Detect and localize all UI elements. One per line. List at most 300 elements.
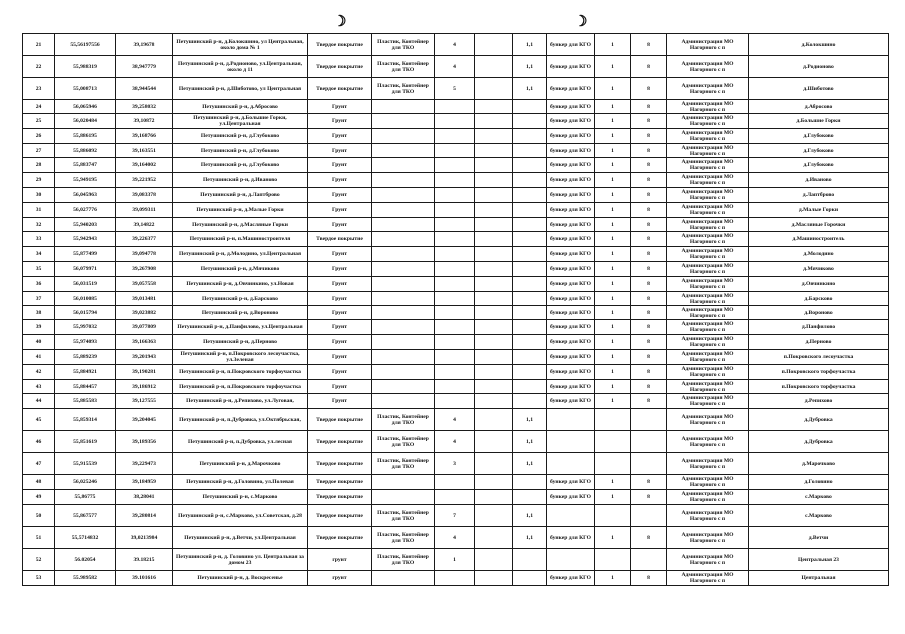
address-cell: Петушинский р-н, с.Марково bbox=[173, 490, 308, 505]
bunker-volume-cell: 8 bbox=[631, 475, 667, 490]
bunker-volume-cell: 8 bbox=[631, 232, 667, 247]
table-row bbox=[23, 262, 889, 277]
longitude-cell: 39,201943 bbox=[116, 350, 173, 365]
container-volume-cell bbox=[513, 306, 547, 320]
address-cell: Петушинский р-н, д.Глубоково bbox=[173, 144, 308, 158]
served-locality-cell: д.Ветчи bbox=[749, 527, 889, 549]
container-volume-cell: 1,1 bbox=[513, 431, 547, 453]
container-count-cell bbox=[435, 173, 475, 188]
row-number: 35 bbox=[23, 262, 55, 277]
latitude-cell: 55,859314 bbox=[55, 409, 116, 431]
served-locality-cell: Центральная 23 bbox=[749, 549, 889, 571]
row-number: 47 bbox=[23, 453, 55, 475]
bunker-count-cell bbox=[595, 431, 631, 453]
container-type-cell bbox=[372, 100, 435, 114]
latitude-cell: 56,010085 bbox=[55, 292, 116, 306]
latitude-cell: 56,020484 bbox=[55, 114, 116, 129]
table-row bbox=[23, 129, 889, 144]
owner-cell: Администрация МО Нагорного с п bbox=[667, 292, 749, 306]
owner-cell: Администрация МО Нагорного с п bbox=[667, 158, 749, 173]
address-cell: Петушинский р-н, д.Овчинкино, ул.Новая bbox=[173, 277, 308, 292]
bunker-cell: бункер для КГО bbox=[547, 571, 595, 586]
bunker-volume-cell bbox=[631, 505, 667, 527]
container-type-cell bbox=[372, 335, 435, 350]
table-row bbox=[23, 527, 889, 549]
latitude-cell: 55,915539 bbox=[55, 453, 116, 475]
address-cell: Петушинский р-н, д.Мячиково bbox=[173, 262, 308, 277]
container-type-cell bbox=[372, 306, 435, 320]
container-count-cell bbox=[435, 475, 475, 490]
bunker-volume-cell: 8 bbox=[631, 129, 667, 144]
row-number: 45 bbox=[23, 409, 55, 431]
container-volume-cell bbox=[513, 144, 547, 158]
bunker-volume-cell: 8 bbox=[631, 394, 667, 409]
owner-cell: Администрация МО Нагорного с п bbox=[667, 129, 749, 144]
latitude-cell: 55,867577 bbox=[55, 505, 116, 527]
bunker-volume-cell: 8 bbox=[631, 320, 667, 335]
container-volume-cell: 1,1 bbox=[513, 78, 547, 100]
bunker-cell: бункер для КГО bbox=[547, 365, 595, 380]
bunker-cell: бункер для КГО bbox=[547, 218, 595, 232]
bunker-count-cell: 1 bbox=[595, 173, 631, 188]
served-locality-cell: д.Дубровка bbox=[749, 431, 889, 453]
address-cell: Петушинский р-н, д.Репихово, ул.Луговая, bbox=[173, 394, 308, 409]
served-locality-cell: д.Барсково bbox=[749, 292, 889, 306]
row-number: 28 bbox=[23, 158, 55, 173]
longitude-cell: 39,166363 bbox=[116, 335, 173, 350]
container-type-cell bbox=[372, 203, 435, 218]
container-type-cell: Пластик, Контейнер для ТКО bbox=[372, 78, 435, 100]
row-number: 32 bbox=[23, 218, 55, 232]
table-row bbox=[23, 100, 889, 114]
latitude-cell: 56,065946 bbox=[55, 100, 116, 114]
empty-cell bbox=[475, 232, 513, 247]
bunker-count-cell: 1 bbox=[595, 320, 631, 335]
bunker-volume-cell: 8 bbox=[631, 218, 667, 232]
bunker-volume-cell: 8 bbox=[631, 173, 667, 188]
table-row bbox=[23, 114, 889, 129]
served-locality-cell: д.Репихово bbox=[749, 394, 889, 409]
bunker-cell: бункер для КГО bbox=[547, 247, 595, 262]
bunker-volume-cell: 8 bbox=[631, 350, 667, 365]
table-row bbox=[23, 188, 889, 203]
container-type-cell bbox=[372, 380, 435, 394]
bunker-count-cell: 1 bbox=[595, 394, 631, 409]
surface-cell: Твердое покрытие bbox=[308, 232, 372, 247]
table-row bbox=[23, 173, 889, 188]
surface-cell: Твердое покрытие bbox=[308, 34, 372, 56]
container-volume-cell bbox=[513, 571, 547, 586]
bunker-volume-cell: 8 bbox=[631, 100, 667, 114]
surface-cell: грунт bbox=[308, 549, 372, 571]
served-locality-cell: д.Родионово bbox=[749, 56, 889, 78]
container-volume-cell bbox=[513, 335, 547, 350]
container-volume-cell: 1,1 bbox=[513, 56, 547, 78]
address-cell: Петушинский р-н, д.Абросово bbox=[173, 100, 308, 114]
bunker-cell bbox=[547, 409, 595, 431]
owner-cell: Администрация МО Нагорного с п bbox=[667, 232, 749, 247]
container-type-cell bbox=[372, 350, 435, 365]
surface-cell: Грунт bbox=[308, 114, 372, 129]
container-type-cell bbox=[372, 218, 435, 232]
bunker-count-cell: 1 bbox=[595, 188, 631, 203]
container-count-cell bbox=[435, 350, 475, 365]
bunker-cell: бункер для КГО bbox=[547, 100, 595, 114]
empty-cell bbox=[475, 78, 513, 100]
container-count-cell bbox=[435, 218, 475, 232]
table-row bbox=[23, 453, 889, 475]
latitude-cell: 55,86775 bbox=[55, 490, 116, 505]
container-type-cell bbox=[372, 475, 435, 490]
row-number: 30 bbox=[23, 188, 55, 203]
owner-cell: Администрация МО Нагорного с п bbox=[667, 262, 749, 277]
owner-cell: Администрация МО Нагорного с п bbox=[667, 56, 749, 78]
container-count-cell: 4 bbox=[435, 34, 475, 56]
owner-cell: Администрация МО Нагорного с п bbox=[667, 350, 749, 365]
longitude-cell: 39,280814 bbox=[116, 505, 173, 527]
container-volume-cell bbox=[513, 188, 547, 203]
container-volume-cell bbox=[513, 549, 547, 571]
bunker-count-cell: 1 bbox=[595, 56, 631, 78]
longitude-cell: 39,013481 bbox=[116, 292, 173, 306]
surface-cell: Твердое покрытие bbox=[308, 409, 372, 431]
bunker-count-cell: 1 bbox=[595, 114, 631, 129]
latitude-cell: 56,031519 bbox=[55, 277, 116, 292]
bunker-count-cell: 1 bbox=[595, 365, 631, 380]
empty-cell bbox=[475, 409, 513, 431]
container-type-cell: Пластик, Контейнер для ТКО bbox=[372, 505, 435, 527]
surface-cell: Твердое покрытие bbox=[308, 490, 372, 505]
row-number: 34 bbox=[23, 247, 55, 262]
address-cell: Петушинский р-н, д.Иваново bbox=[173, 173, 308, 188]
served-locality-cell: д.Головино bbox=[749, 475, 889, 490]
row-number: 33 bbox=[23, 232, 55, 247]
container-count-cell bbox=[435, 129, 475, 144]
container-count-cell bbox=[435, 292, 475, 306]
bunker-count-cell: 1 bbox=[595, 158, 631, 173]
served-locality-cell: д.Иваново bbox=[749, 173, 889, 188]
empty-cell bbox=[475, 129, 513, 144]
longitude-cell: 39,186912 bbox=[116, 380, 173, 394]
container-volume-cell bbox=[513, 490, 547, 505]
bunker-cell: бункер для КГО bbox=[547, 490, 595, 505]
container-count-cell bbox=[435, 158, 475, 173]
longitude-cell: 39,083378 bbox=[116, 188, 173, 203]
bunker-count-cell: 1 bbox=[595, 203, 631, 218]
container-volume-cell: 1,1 bbox=[513, 409, 547, 431]
container-count-cell bbox=[435, 247, 475, 262]
container-volume-cell: 1,1 bbox=[513, 527, 547, 549]
latitude-cell: 55,5714832 bbox=[55, 527, 116, 549]
empty-cell bbox=[475, 247, 513, 262]
table-row bbox=[23, 490, 889, 505]
bunker-volume-cell: 8 bbox=[631, 571, 667, 586]
page-top-marks bbox=[0, 14, 905, 34]
container-type-cell bbox=[372, 144, 435, 158]
longitude-cell: 38,944544 bbox=[116, 78, 173, 100]
address-cell: Петушинский р-н, д. Воскресенье bbox=[173, 571, 308, 586]
empty-cell bbox=[475, 394, 513, 409]
served-locality-cell: Центральная bbox=[749, 571, 889, 586]
bunker-cell: бункер для КГО bbox=[547, 188, 595, 203]
row-number: 51 bbox=[23, 527, 55, 549]
served-locality-cell: д.Шиботово bbox=[749, 78, 889, 100]
bunker-volume-cell: 8 bbox=[631, 188, 667, 203]
bunker-cell: бункер для КГО bbox=[547, 527, 595, 549]
address-cell: Петушинский р-н, д.Лаптброво bbox=[173, 188, 308, 203]
bunker-volume-cell: 8 bbox=[631, 292, 667, 306]
container-count-cell bbox=[435, 114, 475, 129]
latitude-cell: 55,885583 bbox=[55, 394, 116, 409]
container-volume-cell bbox=[513, 394, 547, 409]
owner-cell: Администрация МО Нагорного с п bbox=[667, 218, 749, 232]
bunker-count-cell: 1 bbox=[595, 350, 631, 365]
owner-cell: Администрация МО Нагорного с п bbox=[667, 549, 749, 571]
address-cell: Петушинский р-н, д.Перново bbox=[173, 335, 308, 350]
container-type-cell bbox=[372, 394, 435, 409]
latitude-cell: 55,949195 bbox=[55, 173, 116, 188]
latitude-cell: 55,942943 bbox=[55, 232, 116, 247]
surface-cell: Грунт bbox=[308, 350, 372, 365]
longitude-cell: 39,077809 bbox=[116, 320, 173, 335]
owner-cell: Администрация МО Нагорного с п bbox=[667, 527, 749, 549]
served-locality-cell: д.Глубоково bbox=[749, 158, 889, 173]
table-row bbox=[23, 409, 889, 431]
longitude-cell: 39,19678 bbox=[116, 34, 173, 56]
bunker-volume-cell: 8 bbox=[631, 306, 667, 320]
served-locality-cell: д.Марочково bbox=[749, 453, 889, 475]
container-volume-cell bbox=[513, 129, 547, 144]
container-type-cell bbox=[372, 247, 435, 262]
longitude-cell: 39,127555 bbox=[116, 394, 173, 409]
bunker-count-cell: 1 bbox=[595, 34, 631, 56]
bunker-count-cell bbox=[595, 549, 631, 571]
address-cell: Петушинский р-н, д.Шиботово, ул Центральная bbox=[173, 78, 308, 100]
container-volume-cell bbox=[513, 262, 547, 277]
surface-cell: Твердое покрытие bbox=[308, 78, 372, 100]
empty-cell bbox=[475, 306, 513, 320]
bunker-volume-cell: 8 bbox=[631, 78, 667, 100]
empty-cell bbox=[475, 277, 513, 292]
container-volume-cell bbox=[513, 203, 547, 218]
address-cell: Петушинский р-н, д.Вороново bbox=[173, 306, 308, 320]
empty-cell bbox=[475, 335, 513, 350]
bunker-count-cell: 1 bbox=[595, 335, 631, 350]
owner-cell: Администрация МО Нагорного с п bbox=[667, 431, 749, 453]
bunker-count-cell: 1 bbox=[595, 380, 631, 394]
owner-cell: Администрация МО Нагорного с п bbox=[667, 490, 749, 505]
container-type-cell: Пластик, Контейнер для ТКО bbox=[372, 549, 435, 571]
served-locality-cell: п.Покровского торфоучастка bbox=[749, 380, 889, 394]
bunker-cell: бункер для КГО bbox=[547, 262, 595, 277]
owner-cell: Администрация МО Нагорного с п bbox=[667, 306, 749, 320]
surface-cell: Грунт bbox=[308, 188, 372, 203]
latitude-cell: 56,045963 bbox=[55, 188, 116, 203]
table-row bbox=[23, 380, 889, 394]
served-locality-cell: д.Лаптброво bbox=[749, 188, 889, 203]
address-cell: Петушинский р-н, д.Колокшино, ул Центральная, около дома № 1 bbox=[173, 34, 308, 56]
surface-cell: Грунт bbox=[308, 247, 372, 262]
table-row bbox=[23, 203, 889, 218]
container-volume-cell bbox=[513, 320, 547, 335]
latitude-cell: 55,883747 bbox=[55, 158, 116, 173]
surface-cell: Грунт bbox=[308, 365, 372, 380]
owner-cell: Администрация МО Нагорного с п bbox=[667, 335, 749, 350]
table-row bbox=[23, 34, 889, 56]
bunker-cell: бункер для КГО bbox=[547, 173, 595, 188]
address-cell: Петушинский р-н, с.Марково, ул.Советская, д.28 bbox=[173, 505, 308, 527]
address-cell: Петушинский р-н, д.Барсково bbox=[173, 292, 308, 306]
owner-cell: Администрация МО Нагорного с п bbox=[667, 409, 749, 431]
served-locality-cell: д.Глубоково bbox=[749, 144, 889, 158]
served-locality-cell: д.Глубоково bbox=[749, 129, 889, 144]
owner-cell: Администрация МО Нагорного с п bbox=[667, 34, 749, 56]
owner-cell: Администрация МО Нагорного с п bbox=[667, 277, 749, 292]
table-row bbox=[23, 431, 889, 453]
container-count-cell bbox=[435, 203, 475, 218]
empty-cell bbox=[475, 505, 513, 527]
container-count-cell bbox=[435, 394, 475, 409]
empty-cell bbox=[475, 320, 513, 335]
address-cell: Петушинский р-н, п.Машиностроителя bbox=[173, 232, 308, 247]
bunker-volume-cell: 8 bbox=[631, 277, 667, 292]
container-type-cell: Пластик, Контейнер для ТКО bbox=[372, 453, 435, 475]
empty-cell bbox=[475, 380, 513, 394]
latitude-cell: 56,027776 bbox=[55, 203, 116, 218]
container-volume-cell bbox=[513, 158, 547, 173]
bunker-cell: бункер для КГО bbox=[547, 114, 595, 129]
bunker-count-cell: 1 bbox=[595, 571, 631, 586]
longitude-cell: 39,190281 bbox=[116, 365, 173, 380]
table-row bbox=[23, 292, 889, 306]
empty-cell bbox=[475, 56, 513, 78]
container-count-cell bbox=[435, 100, 475, 114]
longitude-cell: 39.101616 bbox=[116, 571, 173, 586]
latitude-cell: 55,997032 bbox=[55, 320, 116, 335]
served-locality-cell: д.Дубровка bbox=[749, 409, 889, 431]
latitude-cell: 55,889239 bbox=[55, 350, 116, 365]
bunker-cell: бункер для КГО bbox=[547, 380, 595, 394]
address-cell: Петушинский р-н, д.Глубоково bbox=[173, 158, 308, 173]
row-number: 39 bbox=[23, 320, 55, 335]
surface-cell: Твердое покрытие bbox=[308, 431, 372, 453]
container-type-cell bbox=[372, 173, 435, 188]
container-type-cell bbox=[372, 571, 435, 586]
served-locality-cell: п.Покровского торфоучастка bbox=[749, 365, 889, 380]
owner-cell: Администрация МО Нагорного с п bbox=[667, 394, 749, 409]
address-cell: Петушинский р-н, д.Глубоково bbox=[173, 129, 308, 144]
empty-cell bbox=[475, 262, 513, 277]
bunker-count-cell bbox=[595, 505, 631, 527]
latitude-cell: 55,886195 bbox=[55, 129, 116, 144]
surface-cell: Грунт bbox=[308, 129, 372, 144]
bunker-volume-cell bbox=[631, 453, 667, 475]
served-locality-cell: д.Колокшино bbox=[749, 34, 889, 56]
surface-cell: Грунт bbox=[308, 203, 372, 218]
latitude-cell: 56,079971 bbox=[55, 262, 116, 277]
owner-cell: Администрация МО Нагорного с п bbox=[667, 505, 749, 527]
bunker-volume-cell: 8 bbox=[631, 158, 667, 173]
bunker-cell: бункер для КГО bbox=[547, 203, 595, 218]
container-volume-cell bbox=[513, 365, 547, 380]
address-cell: Петушинский р-н, д.Марочково bbox=[173, 453, 308, 475]
surface-cell: Грунт bbox=[308, 292, 372, 306]
table-row bbox=[23, 335, 889, 350]
bunker-cell: бункер для КГО bbox=[547, 350, 595, 365]
empty-cell bbox=[475, 475, 513, 490]
surface-cell: Грунт bbox=[308, 262, 372, 277]
container-volume-cell bbox=[513, 114, 547, 129]
table-row bbox=[23, 571, 889, 586]
latitude-cell: 55,008713 bbox=[55, 78, 116, 100]
bunker-count-cell bbox=[595, 453, 631, 475]
latitude-cell: 56.02054 bbox=[55, 549, 116, 571]
container-volume-cell bbox=[513, 277, 547, 292]
row-number: 46 bbox=[23, 431, 55, 453]
longitude-cell: 39,229473 bbox=[116, 453, 173, 475]
empty-cell bbox=[475, 173, 513, 188]
container-type-cell bbox=[372, 232, 435, 247]
container-volume-cell: 1,1 bbox=[513, 453, 547, 475]
owner-cell: Администрация МО Нагорного с п bbox=[667, 173, 749, 188]
latitude-cell: 55,886092 bbox=[55, 144, 116, 158]
longitude-cell: 38,28041 bbox=[116, 490, 173, 505]
table-row bbox=[23, 218, 889, 232]
table-row bbox=[23, 306, 889, 320]
latitude-cell: 55,877499 bbox=[55, 247, 116, 262]
bunker-cell: бункер для КГО bbox=[547, 320, 595, 335]
container-type-cell bbox=[372, 320, 435, 335]
bunker-count-cell: 1 bbox=[595, 277, 631, 292]
empty-cell bbox=[475, 292, 513, 306]
row-number: 29 bbox=[23, 173, 55, 188]
empty-cell bbox=[475, 218, 513, 232]
container-volume-cell bbox=[513, 247, 547, 262]
longitude-cell: 39,189356 bbox=[116, 431, 173, 453]
container-type-cell bbox=[372, 114, 435, 129]
longitude-cell: 39,226377 bbox=[116, 232, 173, 247]
latitude-cell: 55,56197556 bbox=[55, 34, 116, 56]
owner-cell: Администрация МО Нагорного с п bbox=[667, 114, 749, 129]
row-number: 36 bbox=[23, 277, 55, 292]
table-row bbox=[23, 475, 889, 490]
bunker-count-cell bbox=[595, 409, 631, 431]
served-locality-cell: д.Масляные Горочки bbox=[749, 218, 889, 232]
empty-cell bbox=[475, 203, 513, 218]
row-number: 25 bbox=[23, 114, 55, 129]
bunker-cell: бункер для КГО bbox=[547, 306, 595, 320]
table-body bbox=[23, 34, 889, 586]
longitude-cell: 38,947779 bbox=[116, 56, 173, 78]
longitude-cell: 39,164002 bbox=[116, 158, 173, 173]
owner-cell: Администрация МО Нагорного с п bbox=[667, 320, 749, 335]
row-number: 41 bbox=[23, 350, 55, 365]
container-type-cell bbox=[372, 277, 435, 292]
address-cell: Петушинский р-н, д.Панфилово, ул.Центральная bbox=[173, 320, 308, 335]
container-type-cell: Пластик, Контейнер для ТКО bbox=[372, 409, 435, 431]
surface-cell: Грунт bbox=[308, 320, 372, 335]
address-cell: Петушинский р-н, д.Молодино, ул.Центральная bbox=[173, 247, 308, 262]
address-cell: Петушинский р-н, д. Головино ул. Центральная за домом 23 bbox=[173, 549, 308, 571]
latitude-cell: 55,884921 bbox=[55, 365, 116, 380]
bunker-cell: бункер для КГО bbox=[547, 335, 595, 350]
empty-cell bbox=[475, 453, 513, 475]
bunker-volume-cell: 8 bbox=[631, 365, 667, 380]
bunker-cell: бункер для КГО bbox=[547, 129, 595, 144]
surface-cell: Грунт bbox=[308, 158, 372, 173]
served-locality-cell: д.Панфилово bbox=[749, 320, 889, 335]
bunker-volume-cell: 8 bbox=[631, 490, 667, 505]
